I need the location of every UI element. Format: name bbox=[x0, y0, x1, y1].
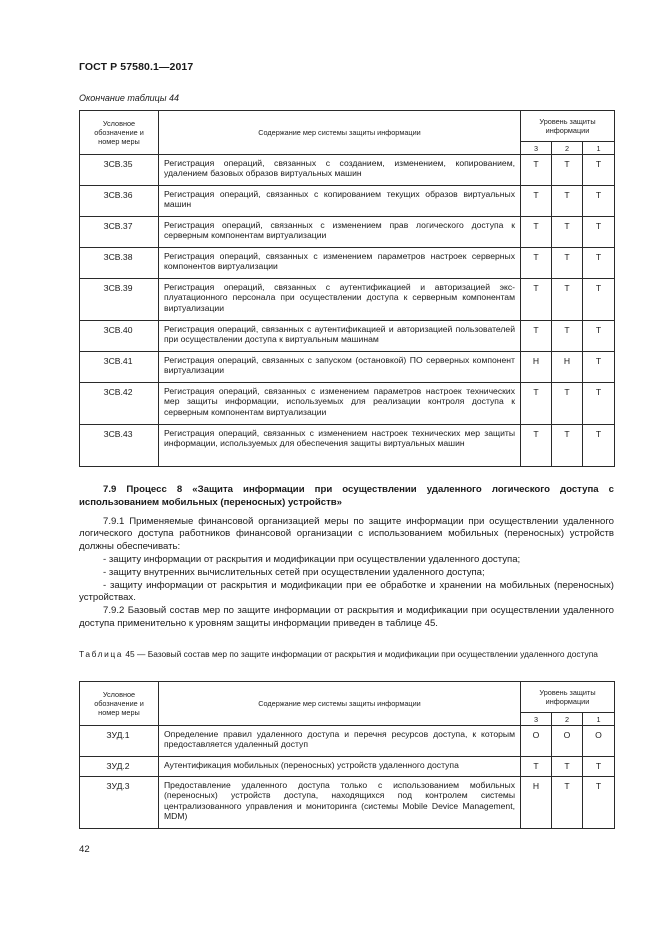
table-row bbox=[80, 248, 615, 279]
table-row bbox=[80, 186, 615, 217]
table-row bbox=[80, 425, 615, 467]
measure-code: ЗСВ.43 bbox=[80, 425, 159, 467]
measure-description: Регистрация операций, связанных с аутентификацией и авторизацией эксплуатационного персонала при осуществлении доступа к серверным компонентам виртуализации bbox=[159, 279, 521, 321]
level-2-value: О bbox=[552, 726, 583, 757]
level-3-header: 3 bbox=[521, 142, 552, 155]
level-1-value: О bbox=[583, 726, 615, 757]
level-1-value: Т bbox=[583, 248, 615, 279]
paragraph-7-9-1: 7.9.1 Применяемые финансовой организацией меры по защите информации при осуществлении удаленного логического доступа работников финансовой организации с использованием мобильных (переносных) устройств должны обеспечивать: bbox=[79, 515, 614, 553]
level-1-value: Т bbox=[583, 757, 615, 777]
bullet-item: - защиту информации от раскрытия и модификации при ее обработке и хранении на мобильных (переносных) устройствах. bbox=[79, 579, 614, 604]
level-2-value: Т bbox=[552, 777, 583, 829]
level-3-value: О bbox=[521, 726, 552, 757]
measure-description: Регистрация операций, связанных с изменением настроек технических мер защиты информации, используемых для обеспечения защиты виртуальных машин bbox=[159, 425, 521, 467]
measure-description: Аутентификация мобильных (переносных) устройств удаленного доступа bbox=[159, 757, 521, 777]
measure-code: ЗСВ.39 bbox=[80, 279, 159, 321]
level-2-value: Т bbox=[552, 248, 583, 279]
level-2-value: Н bbox=[552, 352, 583, 383]
document-header: ГОСТ Р 57580.1—2017 bbox=[79, 61, 194, 73]
table-row bbox=[80, 279, 615, 321]
table-45-caption bbox=[79, 649, 614, 660]
paragraph-7-9-2: 7.9.2 Базовый состав мер по защите информации от раскрытия и модификации при осуществлении удаленного доступа применительно к уровням защиты информации приведен в таблице 45. bbox=[79, 605, 614, 629]
header-level: Уровень защиты информации bbox=[521, 111, 615, 142]
table-caption-text: 45 — Базовый состав мер по защите информации от раскрытия и модификации при осуществлении удаленного доступа bbox=[123, 649, 598, 659]
level-3-value: Т bbox=[521, 383, 552, 425]
measure-code: ЗУД.2 bbox=[80, 757, 159, 777]
table-row bbox=[80, 155, 615, 186]
header-code: Условное обозначение и номер меры bbox=[80, 682, 159, 726]
measure-description: Предоставление удаленного доступа только с использованием мобильных (переносных) устройств доступа, находящихся под контролем системы централизованного управления и мониторинга (системы Mobile Device Management, MDM) bbox=[159, 777, 521, 829]
measure-description: Регистрация операций, связанных с созданием, изменением, копированием, удалением базовых образов виртуальных машин bbox=[159, 155, 521, 186]
level-3-value: Т bbox=[521, 321, 552, 352]
level-3-value: Т bbox=[521, 757, 552, 777]
table-row bbox=[80, 383, 615, 425]
level-1-value: Т bbox=[583, 321, 615, 352]
table-row bbox=[80, 726, 615, 757]
bullet-item: - защиту информации от раскрытия и модификации при осуществлении удаленного доступа; bbox=[103, 553, 521, 565]
level-2-value: Т bbox=[552, 217, 583, 248]
level-1-value: Т bbox=[583, 186, 615, 217]
measure-code: ЗСВ.38 bbox=[80, 248, 159, 279]
level-1-value: Т bbox=[583, 155, 615, 186]
level-3-value: Т bbox=[521, 186, 552, 217]
level-1-header: 1 bbox=[583, 142, 615, 155]
level-1-value: Т bbox=[583, 217, 615, 248]
measure-description: Определение правил удаленного доступа и перечня ресурсов доступа, к которым предоставляется удаленный доступ bbox=[159, 726, 521, 757]
level-2-header: 2 bbox=[552, 142, 583, 155]
level-1-value: Т bbox=[583, 777, 615, 829]
table-row bbox=[80, 777, 615, 829]
measure-code: ЗСВ.36 bbox=[80, 186, 159, 217]
table-44 bbox=[79, 110, 615, 467]
table-row bbox=[80, 217, 615, 248]
level-3-value: Т bbox=[521, 279, 552, 321]
level-2-value: Т bbox=[552, 757, 583, 777]
header-level: Уровень защиты информации bbox=[521, 682, 615, 713]
level-1-value: Т bbox=[583, 352, 615, 383]
level-2-value: Т bbox=[552, 155, 583, 186]
level-3-value: Н bbox=[521, 352, 552, 383]
level-1-value: Т bbox=[583, 425, 615, 467]
level-3-value: Т bbox=[521, 155, 552, 186]
measure-code: ЗСВ.37 bbox=[80, 217, 159, 248]
level-1-value: Т bbox=[583, 279, 615, 321]
level-2-value: Т bbox=[552, 186, 583, 217]
measure-code: ЗСВ.41 bbox=[80, 352, 159, 383]
level-2-header: 2 bbox=[552, 713, 583, 726]
table-caption-label: Таблица bbox=[79, 649, 124, 659]
header-description: Содержание мер системы защиты информации bbox=[159, 111, 521, 155]
measure-description: Регистрация операций, связанных с изменением прав логического доступа к серверным компонентам виртуализации bbox=[159, 217, 521, 248]
level-1-value: Т bbox=[583, 383, 615, 425]
measure-code: ЗСВ.35 bbox=[80, 155, 159, 186]
measure-description: Регистрация операций, связанных с копированием текущих образов виртуальных машин bbox=[159, 186, 521, 217]
table-row bbox=[80, 757, 615, 777]
measure-code: ЗСВ.42 bbox=[80, 383, 159, 425]
header-description: Содержание мер системы защиты информации bbox=[159, 682, 521, 726]
page-number: 42 bbox=[79, 844, 90, 855]
level-2-value: Т bbox=[552, 321, 583, 352]
measure-description: Регистрация операций, связанных с изменением параметров настроек технических мер защиты информации, используемых для реализации контроля доступа к серверным компонентам виртуализации bbox=[159, 383, 521, 425]
level-3-value: Т bbox=[521, 248, 552, 279]
level-3-value: Т bbox=[521, 217, 552, 248]
table-row bbox=[80, 352, 615, 383]
level-2-value: Т bbox=[552, 425, 583, 467]
measure-code: ЗУД.3 bbox=[80, 777, 159, 829]
level-2-value: Т bbox=[552, 279, 583, 321]
level-3-value: Н bbox=[521, 777, 552, 829]
level-2-value: Т bbox=[552, 383, 583, 425]
measure-description: Регистрация операций, связанных с изменением параметров настроек серверных компонентов виртуализации bbox=[159, 248, 521, 279]
table-45 bbox=[79, 681, 615, 829]
level-1-header: 1 bbox=[583, 713, 615, 726]
table-row bbox=[80, 321, 615, 352]
table-44-caption: Окончание таблицы 44 bbox=[79, 93, 179, 103]
header-code: Условное обозначение и номер меры bbox=[80, 111, 159, 155]
level-3-value: Т bbox=[521, 425, 552, 467]
measure-code: ЗУД.1 bbox=[80, 726, 159, 757]
level-3-header: 3 bbox=[521, 713, 552, 726]
bullet-item: - защиту внутренних вычислительных сетей при осуществлении удаленного доступа; bbox=[103, 566, 485, 578]
section-7-9 bbox=[79, 484, 614, 631]
measure-description: Регистрация операций, связанных с запуском (остановкой) ПО серверных компонент виртуализации bbox=[159, 352, 521, 383]
section-title: 7.9 Процесс 8 «Защита информации при осуществлении удаленного логического доступа с использованием мобильных (переносных) устройств» bbox=[79, 484, 614, 508]
measure-description: Регистрация операций, связанных с аутентификацией и авторизацией пользователей при осуществлении доступа к виртуальным машинам bbox=[159, 321, 521, 352]
measure-code: ЗСВ.40 bbox=[80, 321, 159, 352]
